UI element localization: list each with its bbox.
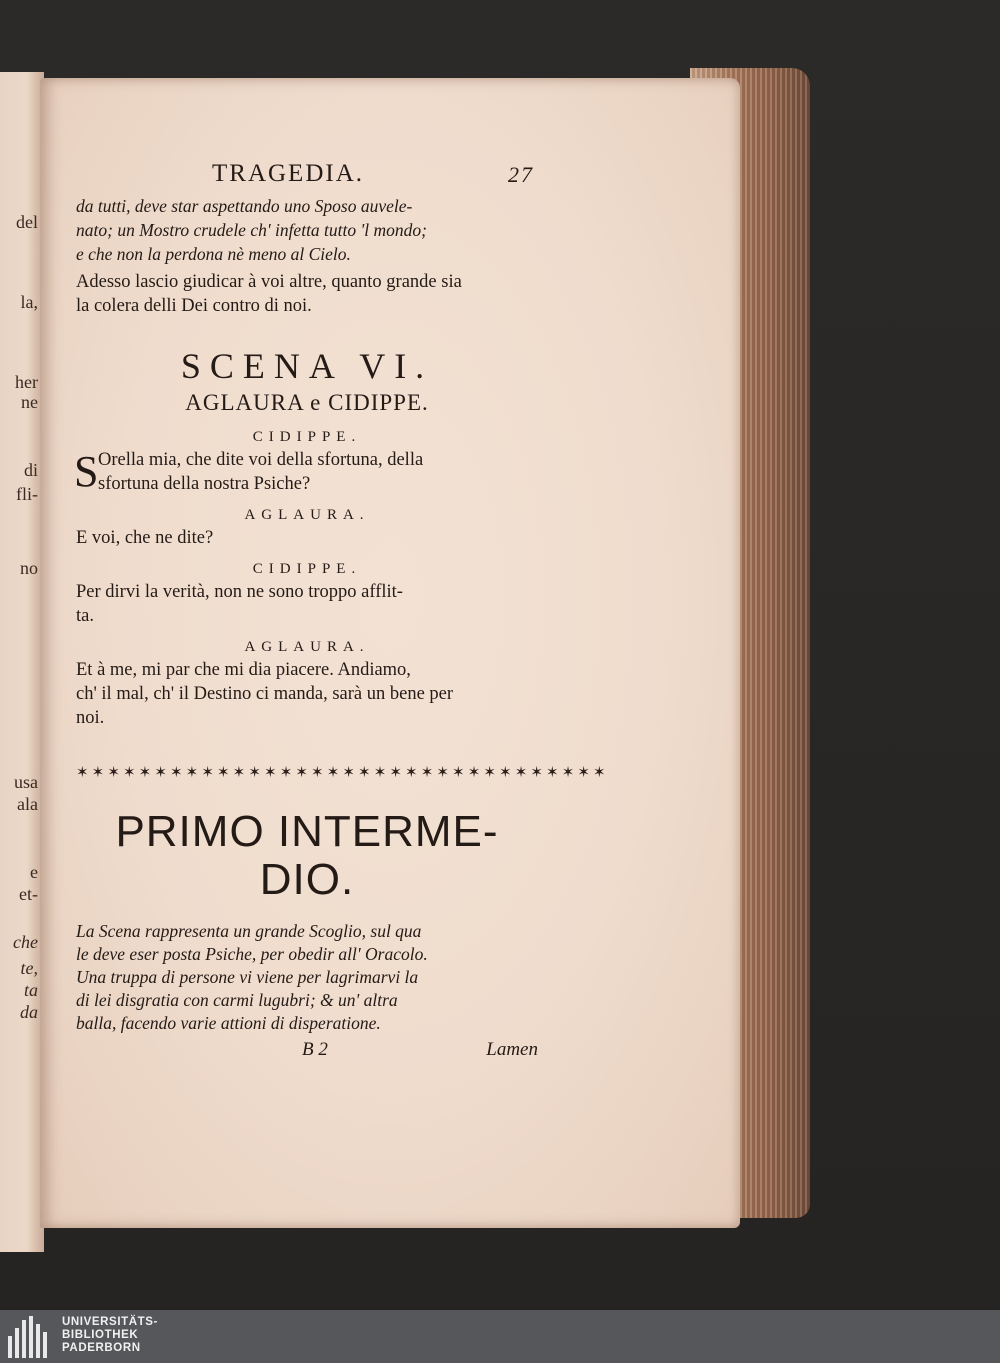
left-page-fragment: ala — [17, 794, 38, 814]
speech — [76, 580, 538, 628]
text-line: Adesso lascio giudicar à voi altre, quanto grande sia — [76, 272, 462, 292]
speech — [76, 526, 538, 550]
text-line: balla, facendo varie attioni di disperatione. — [76, 1013, 381, 1033]
left-page-fragment: e — [30, 862, 38, 882]
left-page-fragment: no — [20, 558, 38, 578]
left-page-fragment: fli- — [16, 484, 38, 504]
text-line: La Scena rappresenta un grande Scoglio, sul qua — [76, 921, 422, 941]
signature-mark: B 2 — [302, 1039, 328, 1060]
scene-heading: SCENA VI. — [180, 346, 434, 386]
drop-cap: S — [74, 447, 99, 496]
library-name-line: BIBLIOTHEK — [62, 1329, 139, 1341]
text-line: ta. — [76, 606, 94, 626]
left-page-fragment: ta — [23, 980, 38, 1000]
text-line: nato; un Mostro crudele ch' infetta tutto 'l mondo; — [76, 220, 427, 240]
text-line: ch' il mal, ch' il Destino ci manda, sarà un bene per — [76, 684, 454, 704]
left-page-text-fragments — [0, 72, 44, 1252]
catchword: Lamen — [486, 1039, 538, 1060]
library-logo-icon — [8, 1316, 48, 1358]
left-page-fragment: che — [13, 932, 38, 952]
opening-lines — [76, 194, 538, 266]
text-line: e che non la perdona nè meno al Cielo. — [76, 244, 351, 264]
running-head — [76, 160, 538, 194]
page-footer — [76, 1039, 538, 1069]
left-page-fragment: del — [16, 212, 38, 232]
text-line: da tutti, deve star aspettando uno Sposo auvele- — [76, 196, 413, 216]
library-name-line: PADERBORN — [62, 1342, 141, 1354]
interlude-title-line: PRIMO INTERME- — [115, 807, 499, 856]
running-title: TRAGEDIA. — [212, 160, 365, 187]
left-page-fragment: usa — [14, 772, 38, 792]
page-number: 27 — [508, 162, 534, 187]
text-line: Orella mia, che dite voi della sfortuna, della — [98, 450, 424, 470]
speaker-name: CIDIPPE. — [252, 429, 362, 445]
speaker-name: AGLAURA. — [244, 507, 370, 523]
scene-characters: AGLAURA e CIDIPPE. — [185, 390, 429, 415]
text-line: la colera delli Dei contro di noi. — [76, 296, 312, 316]
speech — [76, 448, 538, 496]
text-line: sfortuna della nostra Psiche? — [98, 474, 311, 494]
ornament-rule: ✶✶✶✶✶✶✶✶✶✶✶✶✶✶✶✶✶✶✶✶✶✶✶✶✶✶✶✶✶✶✶✶✶✶ — [76, 765, 609, 781]
left-page-sliver — [0, 72, 44, 1252]
left-page-fragment: te, — [20, 958, 38, 978]
left-page-fragment: ne — [21, 392, 38, 412]
text-line: le deve eser posta Psiche, per obedir all' Oracolo. — [76, 944, 428, 964]
left-page-fragment: et- — [19, 884, 38, 904]
page-content — [74, 160, 609, 1069]
speaker-name: CIDIPPE. — [252, 561, 362, 577]
left-page-fragment: la, — [20, 292, 38, 312]
left-page-fragment: da — [20, 1002, 38, 1022]
left-page-fragment: di — [23, 460, 38, 480]
text-line: Per dirvi la verità, non ne sono troppo afflit- — [76, 582, 403, 602]
stage-direction — [76, 920, 538, 1035]
text-line: Et à me, mi par che mi dia piacere. Andiamo, — [76, 660, 411, 680]
library-footer-bar — [0, 1310, 1000, 1363]
speech — [76, 658, 538, 730]
left-page-fragment: her — [15, 372, 38, 392]
interlude-title-line: DIO. — [259, 855, 355, 904]
interlude-title — [76, 808, 538, 904]
library-name — [62, 1316, 158, 1355]
text-line: di lei disgratia con carmi lugubri; & un' altra — [76, 990, 398, 1010]
text-line: noi. — [76, 708, 105, 728]
text-line: E voi, che ne dite? — [76, 528, 214, 548]
paragraph — [76, 270, 538, 318]
text-line: Una truppa di persone vi viene per lagrimarvi la — [76, 967, 419, 987]
library-name-line: UNIVERSITÄTS- — [62, 1316, 158, 1328]
speaker-name: AGLAURA. — [244, 639, 370, 655]
